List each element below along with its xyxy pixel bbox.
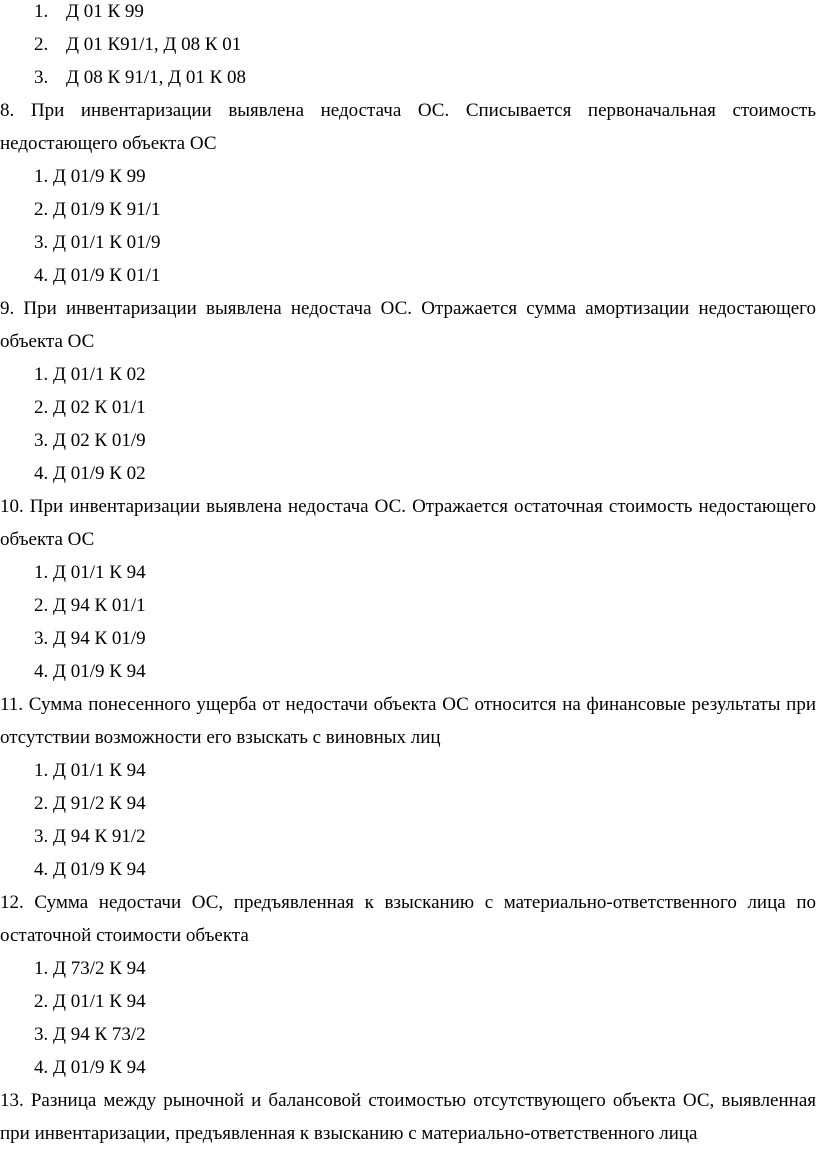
question-8-line-2: недостающего объекта ОС xyxy=(0,133,217,154)
question-10-line-1: 10. При инвентаризации выявлена недостача ОС. Отражается остаточная стоимость недостающего xyxy=(0,496,816,517)
option-top-3 xyxy=(34,66,816,90)
question-10-line-2: объекта ОС xyxy=(0,529,95,550)
question-11-line-1: 11. Сумма понесенного ущерба от недостачи объекта ОС относится на финансовые результаты при xyxy=(0,694,816,715)
question-13-line-2: при инвентаризации, предъявленная к взысканию с материально-ответственного лица xyxy=(0,1123,698,1144)
option-top-2 xyxy=(34,33,816,57)
question-12-line-1: 12. Сумма недостачи ОС, предъявленная к взысканию с материально-ответственного лица по xyxy=(0,892,816,913)
question-9-option-2: 2. Д 02 К 01/1 xyxy=(34,397,146,418)
option-number: 3. xyxy=(34,67,49,88)
question-11-option-2: 2. Д 91/2 К 94 xyxy=(34,793,146,814)
question-13-line-1: 13. Разница между рыночной и балансовой стоимостью отсутствующего объекта ОС, выявленная xyxy=(0,1090,816,1111)
question-11-option-4: 4. Д 01/9 К 94 xyxy=(34,859,146,880)
option-number: 1. xyxy=(34,1,49,22)
question-12-option-3: 3. Д 94 К 73/2 xyxy=(34,1024,146,1045)
question-12-option-1: 1. Д 73/2 К 94 xyxy=(34,958,146,979)
question-12-option-2: 2. Д 01/1 К 94 xyxy=(34,991,146,1012)
question-9-line-2: объекта ОС xyxy=(0,331,95,352)
question-11-option-1: 1. Д 01/1 К 94 xyxy=(34,760,146,781)
question-9-line-1: 9. При инвентаризации выявлена недостача ОС. Отражается сумма амортизации недостающего xyxy=(0,298,816,319)
question-10-option-3: 3. Д 94 К 01/9 xyxy=(34,628,146,649)
question-9-option-3: 3. Д 02 К 01/9 xyxy=(34,430,146,451)
option-number: 2. xyxy=(34,34,49,55)
question-8-option-2: 2. Д 01/9 К 91/1 xyxy=(34,199,161,220)
question-8-option-1: 1. Д 01/9 К 99 xyxy=(34,166,146,187)
option-text: Д 01 К91/1, Д 08 К 01 xyxy=(66,34,242,55)
question-10-option-1: 1. Д 01/1 К 94 xyxy=(34,562,146,583)
question-12-option-4: 4. Д 01/9 К 94 xyxy=(34,1057,146,1078)
question-8-option-3: 3. Д 01/1 К 01/9 xyxy=(34,232,161,253)
option-text: Д 08 К 91/1, Д 01 К 08 xyxy=(66,67,247,88)
question-10-option-4: 4. Д 01/9 К 94 xyxy=(34,661,146,682)
question-8-line-1: 8. При инвентаризации выявлена недостача ОС. Списывается первоначальная стоимость xyxy=(0,100,816,121)
question-11-line-2: отсутствии возможности его взыскать с виновных лиц xyxy=(0,727,441,748)
option-text: Д 01 К 99 xyxy=(66,1,144,22)
question-10-option-2: 2. Д 94 К 01/1 xyxy=(34,595,146,616)
option-top-1 xyxy=(34,0,816,24)
question-12-line-2: остаточной стоимости объекта xyxy=(0,925,249,946)
question-11-option-3: 3. Д 94 К 91/2 xyxy=(34,826,146,847)
question-9-option-4: 4. Д 01/9 К 02 xyxy=(34,463,146,484)
question-9-option-1: 1. Д 01/1 К 02 xyxy=(34,364,146,385)
question-8-option-4: 4. Д 01/9 К 01/1 xyxy=(34,265,161,286)
